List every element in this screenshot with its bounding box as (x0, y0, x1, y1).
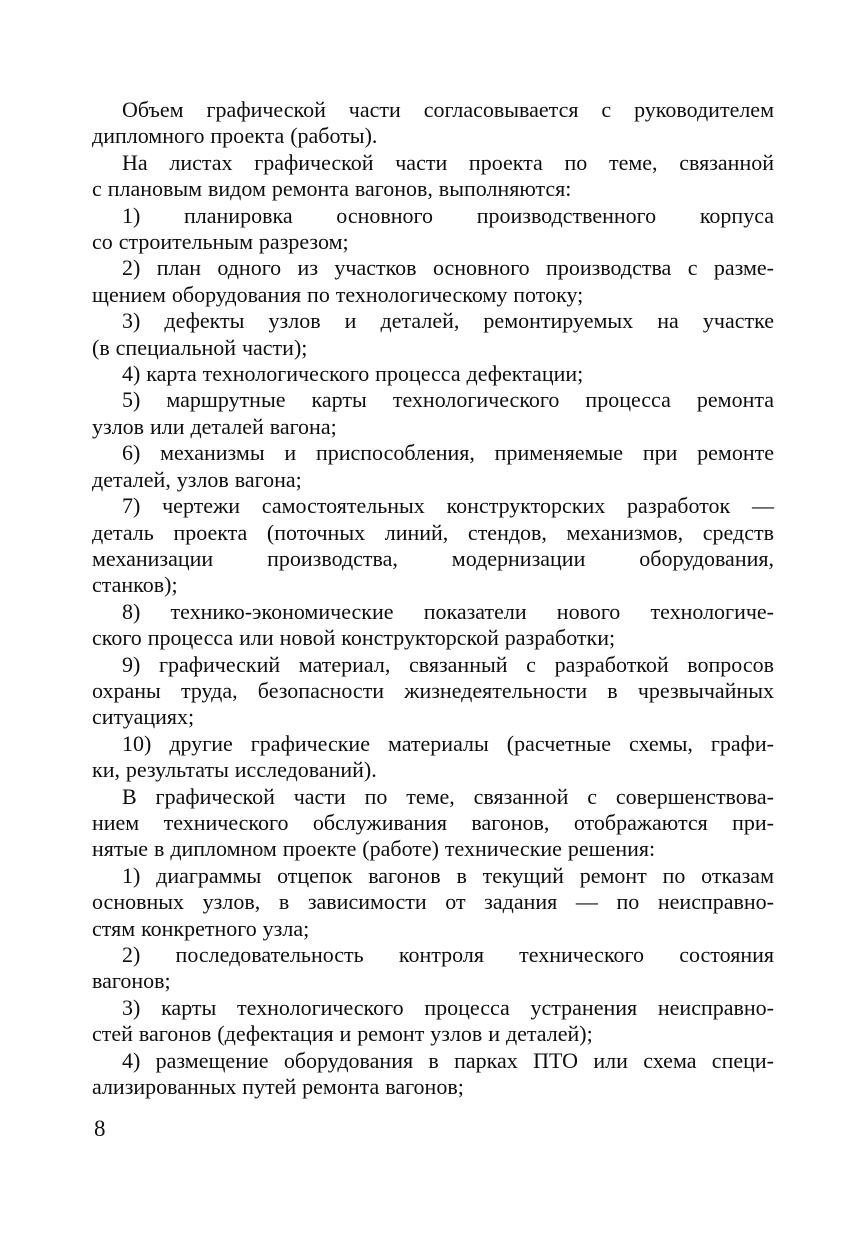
text-line: (в специальной части); (92, 334, 308, 360)
paragraph (92, 1048, 774, 1101)
text-line: основных узлов, в зависимости от задания — по неисправно- (92, 889, 774, 915)
text-line: ского процесса или новой конструкторской разработки; (92, 625, 616, 651)
paragraph (92, 440, 774, 493)
text-line: 3) карты технологического процесса устранения неисправно- (122, 994, 774, 1020)
paragraph (92, 995, 774, 1048)
text-line: В графической части по теме, связанной с совершенствова- (122, 783, 774, 809)
text-line: 7) чертежи самостоятельных конструкторских разработок — (122, 493, 774, 519)
paragraph (92, 863, 774, 942)
text-line: 10) другие графические материалы (расчетные схемы, графи- (122, 730, 774, 756)
text-line: щением оборудования по технологическому потоку; (92, 281, 584, 307)
paragraph (92, 731, 774, 784)
text-line: 9) графический материал, связанный с разработкой вопросов (122, 651, 774, 677)
text-line: 8) технико-экономические показатели нового технологиче- (122, 598, 774, 624)
text-line: 5) маршрутные карты технологического процесса ремонта (122, 387, 774, 413)
paragraph (92, 203, 774, 256)
page-text-block (92, 97, 774, 1100)
paragraph (92, 361, 774, 387)
text-line: 1) диаграммы отцепок вагонов в текущий ремонт по отказам (122, 862, 774, 888)
text-line: Объем графической части согласовывается с руководителем (122, 97, 774, 122)
text-line: с плановым видом ремонта вагонов, выполняются: (92, 176, 572, 202)
text-line: узлов или деталей вагона; (92, 413, 337, 439)
paragraph (92, 493, 774, 599)
text-line: 2) последовательность контроля технического состояния (122, 942, 774, 967)
text-line: станков); (92, 572, 178, 598)
text-line: нятые в дипломном проекте (работе) технические решения: (92, 836, 656, 862)
text-line: ситуациях; (92, 704, 195, 730)
page-number: 8 (94, 1116, 106, 1141)
text-line: 4) карта технологического процесса дефектации; (122, 361, 584, 387)
text-line: ализированных путей ремонта вагонов; (92, 1074, 464, 1100)
text-line: нием технического обслуживания вагонов, отображаются при- (92, 809, 774, 835)
text-line: охраны труда, безопасности жизнедеятельности в чрезвычайных (92, 677, 774, 703)
text-line: 6) механизмы и приспособления, применяемые при ремонте (122, 440, 774, 466)
paragraph (92, 784, 774, 863)
text-line: со строительным разрезом; (92, 229, 349, 255)
paragraph (92, 150, 774, 203)
text-line: На листах графической части проекта по теме, связанной (122, 149, 774, 175)
paragraph (92, 599, 774, 652)
text-line: деталь проекта (поточных линий, стендов, механизмов, средств (92, 519, 774, 545)
text-line: деталей, узлов вагона; (92, 466, 302, 492)
paragraph (92, 308, 774, 361)
paragraph (92, 387, 774, 440)
paragraph (92, 942, 774, 995)
paragraph (92, 652, 774, 731)
text-line: дипломного проекта (работы). (92, 123, 378, 149)
text-line: 4) размещение оборудования в парках ПТО или схема специ- (122, 1047, 774, 1073)
text-line: ки, результаты исследований). (92, 757, 377, 783)
text-line: стям конкретного узла; (92, 915, 310, 941)
text-line: 3) дефекты узлов и деталей, ремонтируемых на участке (122, 308, 774, 334)
paragraph (92, 97, 774, 150)
text-line: 2) план одного из участков основного производства с разме- (122, 255, 774, 281)
paragraph (92, 255, 774, 308)
text-line: 1) планировка основного производственного корпуса (122, 202, 774, 228)
text-line: механизации производства, модернизации оборудования, (92, 545, 774, 571)
text-line: стей вагонов (дефектация и ремонт узлов и деталей); (92, 1021, 593, 1047)
text-line: вагонов; (92, 968, 171, 994)
